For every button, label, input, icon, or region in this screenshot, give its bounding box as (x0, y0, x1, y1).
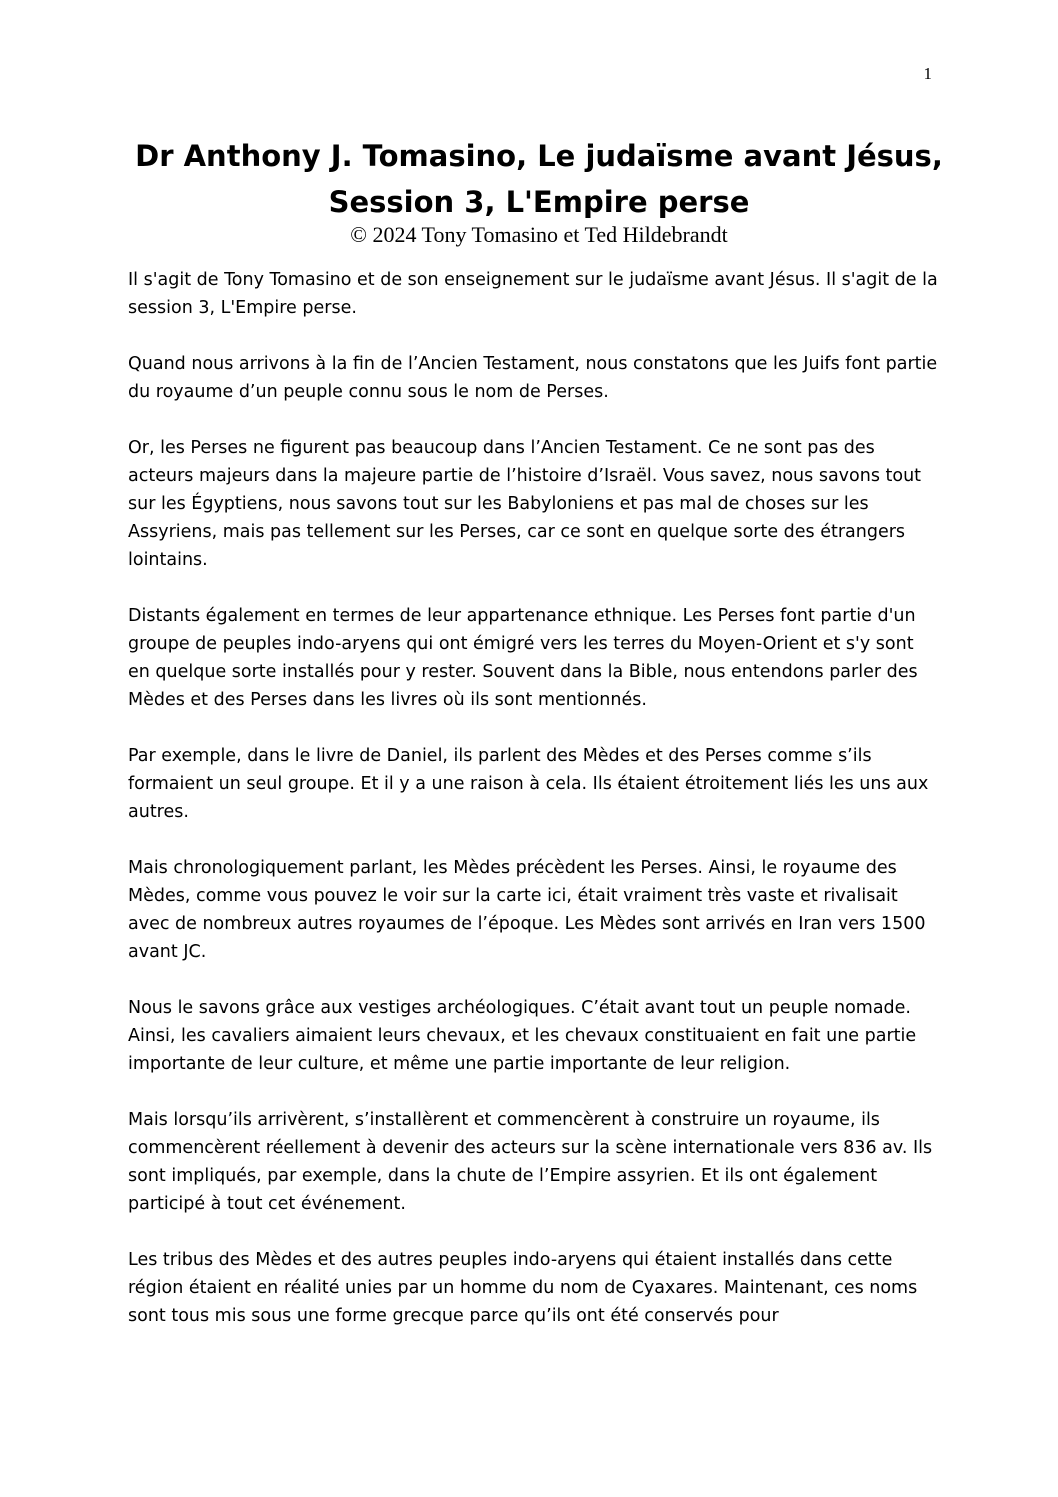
title-line-1: Dr Anthony J. Tomasino, Le judaïsme avant Jésus, (135, 139, 943, 173)
paragraph: Or, les Perses ne figurent pas beaucoup dans l’Ancien Testament. Ce ne sont pas des acteurs majeurs dans la majeure partie de l’histoire d’Israël. Vous savez, nous savons tout sur les Égyptiens, nous savons tout sur les Babyloniens et pas mal de choses sur les Assyriens, mais pas tellement sur les Perses, car ce sont en quelque sorte des étrangers lointains. (128, 438, 922, 570)
paragraph: Quand nous arrivons à la fin de l’Ancien Testament, nous constatons que les Juifs font partie du royaume d’un peuple connu sous le nom de Perses. (128, 354, 938, 402)
copyright-notice: © 2024 Tony Tomasino et Ted Hildebrandt (350, 222, 728, 247)
paragraph: Nous le savons grâce aux vestiges archéologiques. C’était avant tout un peuple nomade. Ainsi, les cavaliers aimaient leurs chevaux, et les chevaux constituaient en fait une partie importante de leur culture, et même une partie importante de leur religion. (128, 998, 917, 1074)
title-line-2: Session 3, L'Empire perse (328, 185, 750, 219)
paragraph: Distants également en termes de leur appartenance ethnique. Les Perses font partie d'un groupe de peuples indo-aryens qui ont émigré vers les terres du Moyen-Orient et s'y sont en quelque sorte installés pour y rester. Souvent dans la Bible, nous entendons parler des Mèdes et des Perses dans les livres où ils sont mentionnés. (128, 606, 918, 710)
transcript-body (128, 266, 940, 1330)
page-number: 1 (923, 64, 932, 83)
paragraph: Il s'agit de Tony Tomasino et de son enseignement sur le judaïsme avant Jésus. Il s'agit de la session 3, L'Empire perse. (128, 270, 938, 318)
paragraph: Par exemple, dans le livre de Daniel, ils parlent des Mèdes et des Perses comme s’ils formaient un seul groupe. Et il y a une raison à cela. Ils étaient étroitement liés les uns aux autres. (128, 746, 929, 822)
paragraph: Mais chronologiquement parlant, les Mèdes précèdent les Perses. Ainsi, le royaume des Mèdes, comme vous pouvez le voir sur la carte ici, était vraiment très vaste et rivalisait avec de nombreux autres royaumes de l’époque. Les Mèdes sont arrivés en Iran vers 1500 avant JC. (128, 858, 926, 962)
paragraph: Les tribus des Mèdes et des autres peuples indo-aryens qui étaient installés dans cette région étaient en réalité unies par un homme du nom de Cyaxares. Maintenant, ces noms sont tous mis sous une forme grecque parce qu’ils ont été conservés pour (128, 1250, 918, 1326)
paragraph: Mais lorsqu’ils arrivèrent, s’installèrent et commencèrent à construire un royaume, ils commencèrent réellement à devenir des acteurs sur la scène internationale vers 836 av. Ils sont impliqués, par exemple, dans la chute de l’Empire assyrien. Et ils ont également participé à tout cet événement. (128, 1110, 933, 1214)
document-title (100, 133, 978, 225)
